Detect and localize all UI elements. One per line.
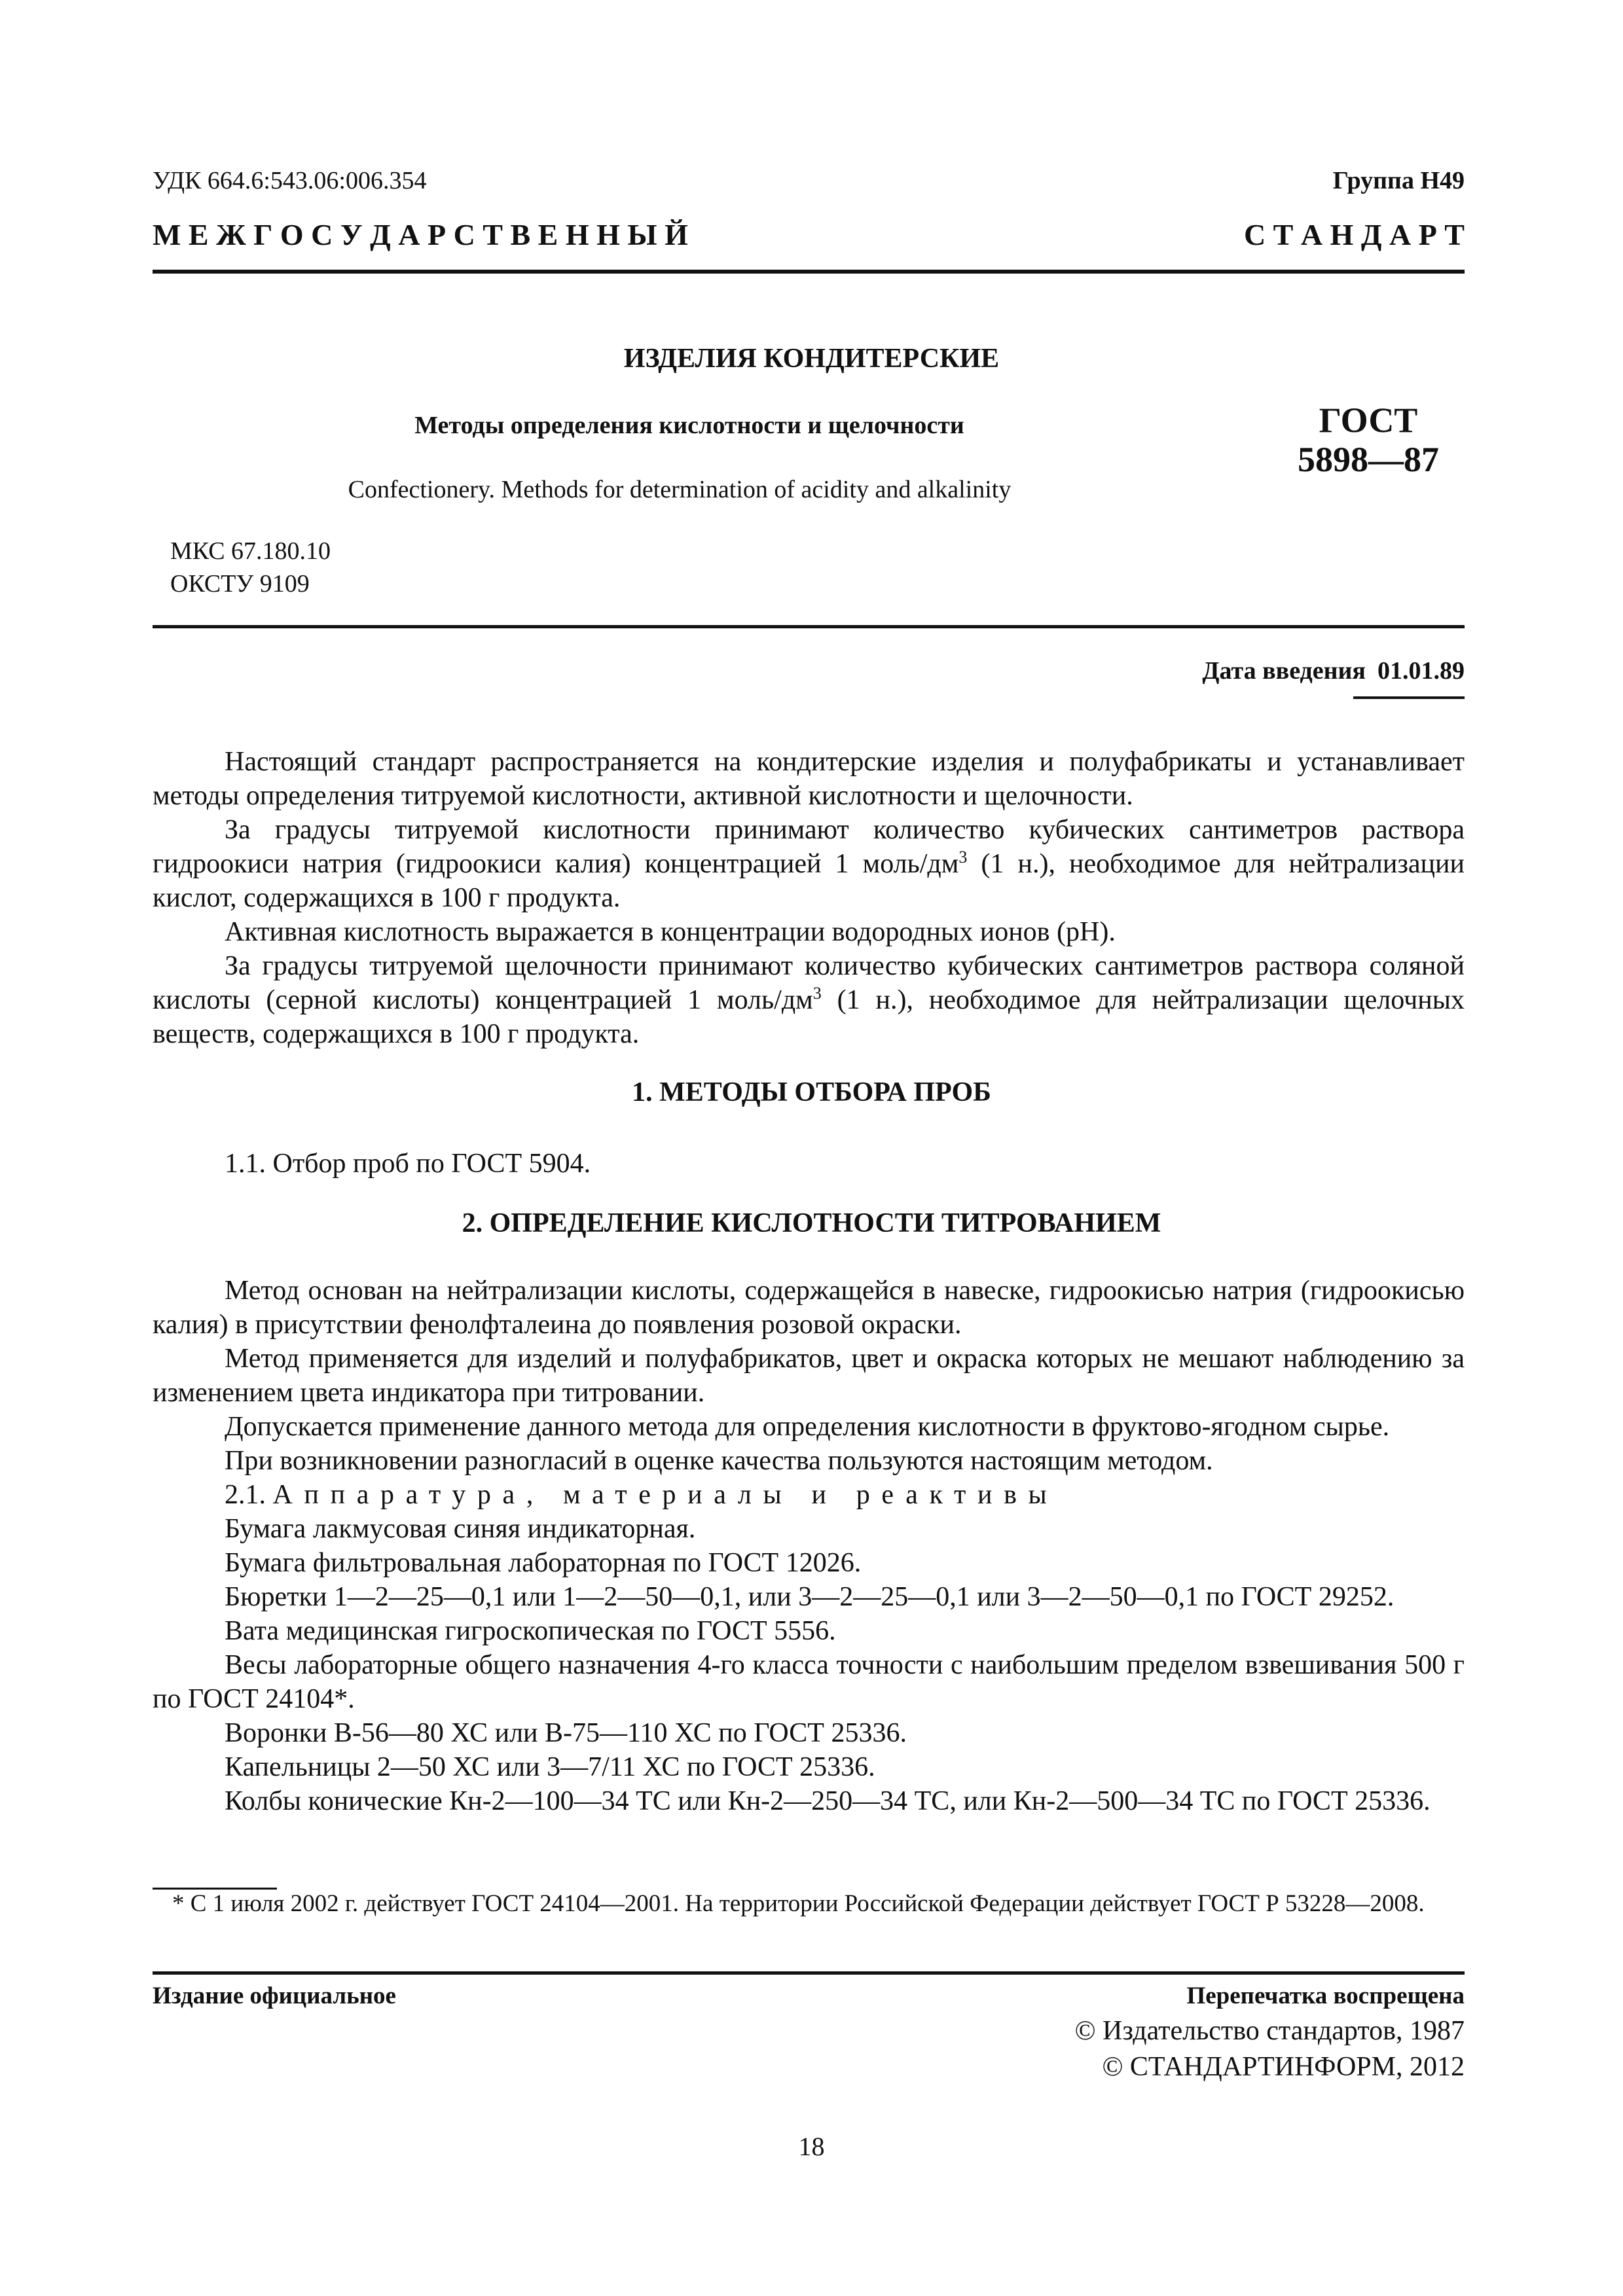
date-underline [1353,696,1465,699]
official-edition-label: Издание официальное [153,1982,396,2009]
udk-code: УДК 664.6:543.06:006.354 [153,167,427,194]
date-label: Дата введения [1202,657,1366,685]
intro-text [153,745,1465,1051]
section-2-text [153,1274,1465,1818]
banner-right: С Т А Н Д А Р Т [1243,218,1465,251]
list-item: Вата медицинская гигроскопическая по ГОСТ 5556. [225,1616,836,1646]
intro-paragraph-2: За градусы титруемой кислотности принимают количество кубических сантиметров раствора гидроокиси натрия (гидроокиси калия) концентрацией 1 моль/$дм^3$ (1 н.), необходимое для нейтрализации кислот, содержащихся в 100 г продукта. [153,815,1465,913]
footer-rule [153,1971,1465,1975]
list-item: Бумага лакмусовая синяя индикаторная. [225,1514,696,1544]
list-item: Колбы конические Кн-2—100—34 ТС или Кн-2—250—34 ТС, или Кн-2—500—34 ТС по ГОСТ 25336. [225,1786,1431,1816]
gost-number: 5898—87 [1298,440,1439,480]
intro-paragraph-3: Активная кислотность выражается в концентрации водородных ионов (рН). [225,917,1116,947]
banner-left: М Е Ж Г О С У Д А Р С Т В Е Н Н Ы Й [153,218,688,251]
gost-label: ГОСТ [1319,401,1418,440]
page-number: 18 [798,2132,825,2161]
section-2-paragraph-3: Допускается применение данного метода для определения кислотности в фруктово-ягодном сырье. [225,1412,1390,1442]
footnote-text: * С 1 июля 2002 г. действует ГОСТ 24104—2001. На территории Российской Федерации действует ГОСТ Р 53228—2008. [172,1890,1425,1917]
header-rule [153,270,1465,274]
document-title: ИЗДЕЛИЯ КОНДИТЕРСКИЕ [623,344,1000,374]
footnote [153,1889,1465,1919]
subsection-number: 2.1. [225,1480,266,1510]
subsection-title: Аппаратура, материалы и реактивы [272,1480,1059,1510]
standard-banner [153,220,1465,250]
section-2-heading: 2. ОПРЕДЕЛЕНИЕ КИСЛОТНОСТИ ТИТРОВАНИЕМ [462,1208,1161,1238]
section-2-paragraph-4: При возникновении разногласий в оценке качества пользуются настоящим методом. [225,1446,1213,1476]
group-code: Группа Н49 [1332,167,1465,194]
subsection-2-1-heading [153,1478,1465,1512]
list-item: Бюретки 1—2—25—0,1 или 1—2—50—0,1, или 3—2—25—0,1 или 3—2—50—0,1 по ГОСТ 29252. [225,1582,1395,1612]
copyright-line-2: © СТАНДАРТИНФОРМ, 2012 [1102,2052,1465,2082]
section-1-heading: 1. МЕТОДЫ ОТБОРА ПРОБ [632,1077,991,1107]
date-value: 01.01.89 [1377,657,1465,685]
section-1-text [153,1147,1465,1181]
list-item: Капельницы 2—50 ХС или 3—7/11 ХС по ГОСТ 25336. [225,1752,875,1782]
classification-codes [170,535,331,600]
copyright-block [1075,2013,1465,2085]
section-2-paragraph-1: Метод основан на нейтрализации кислоты, содержащейся в навеске, гидроокисью натрия (гидроокисью калия) в присутствии фенолфталеина до появления розовой окраски. [153,1276,1465,1340]
document-subtitle-english: Confectionery. Methods for determination of acidity and alkalinity [348,476,1012,503]
gost-designation [1237,401,1499,480]
mks-code: МКС 67.180.10 [170,537,331,565]
section-1-paragraph: 1.1. Отбор проб по ГОСТ 5904. [225,1149,591,1179]
title-rule [153,625,1465,628]
okstu-code: ОКСТУ 9109 [170,570,310,598]
copyright-line-1: © Издательство стандартов, 1987 [1074,2016,1465,2046]
list-item: Бумага фильтровальная лабораторная по ГОСТ 12026. [225,1548,862,1578]
intro-paragraph-1: Настоящий стандарт распространяется на кондитерские изделия и полуфабрикаты и устанавливает методы определения титруемой кислотности, активной кислотности и щелочности. [153,747,1465,811]
intro-paragraph-4: За градусы титруемой щелочности принимают количество кубических сантиметров раствора соляной кислоты (серной кислоты) концентрацией 1 моль/$дм^3$ (1 н.), необходимое для нейтрализации щелочных веществ, содержащихся в 100 г продукта. [153,951,1465,1049]
list-item: Воронки В-56—80 ХС или В-75—110 ХС по ГОСТ 25336. [225,1718,907,1748]
document-subtitle: Методы определения кислотности и щелочности [414,412,964,439]
section-2-paragraph-2: Метод применяется для изделий и полуфабрикатов, цвет и окраска которых не мешают наблюдению за изменением цвета индикатора при титровании. [153,1344,1465,1408]
reprint-notice: Перепечатка воспрещена [1186,1982,1465,2009]
list-item: Весы лабораторные общего назначения 4-го класса точности с наибольшим пределом взвешивания 500 г по ГОСТ 24104*. [153,1650,1465,1714]
introduction-date [1202,656,1465,688]
